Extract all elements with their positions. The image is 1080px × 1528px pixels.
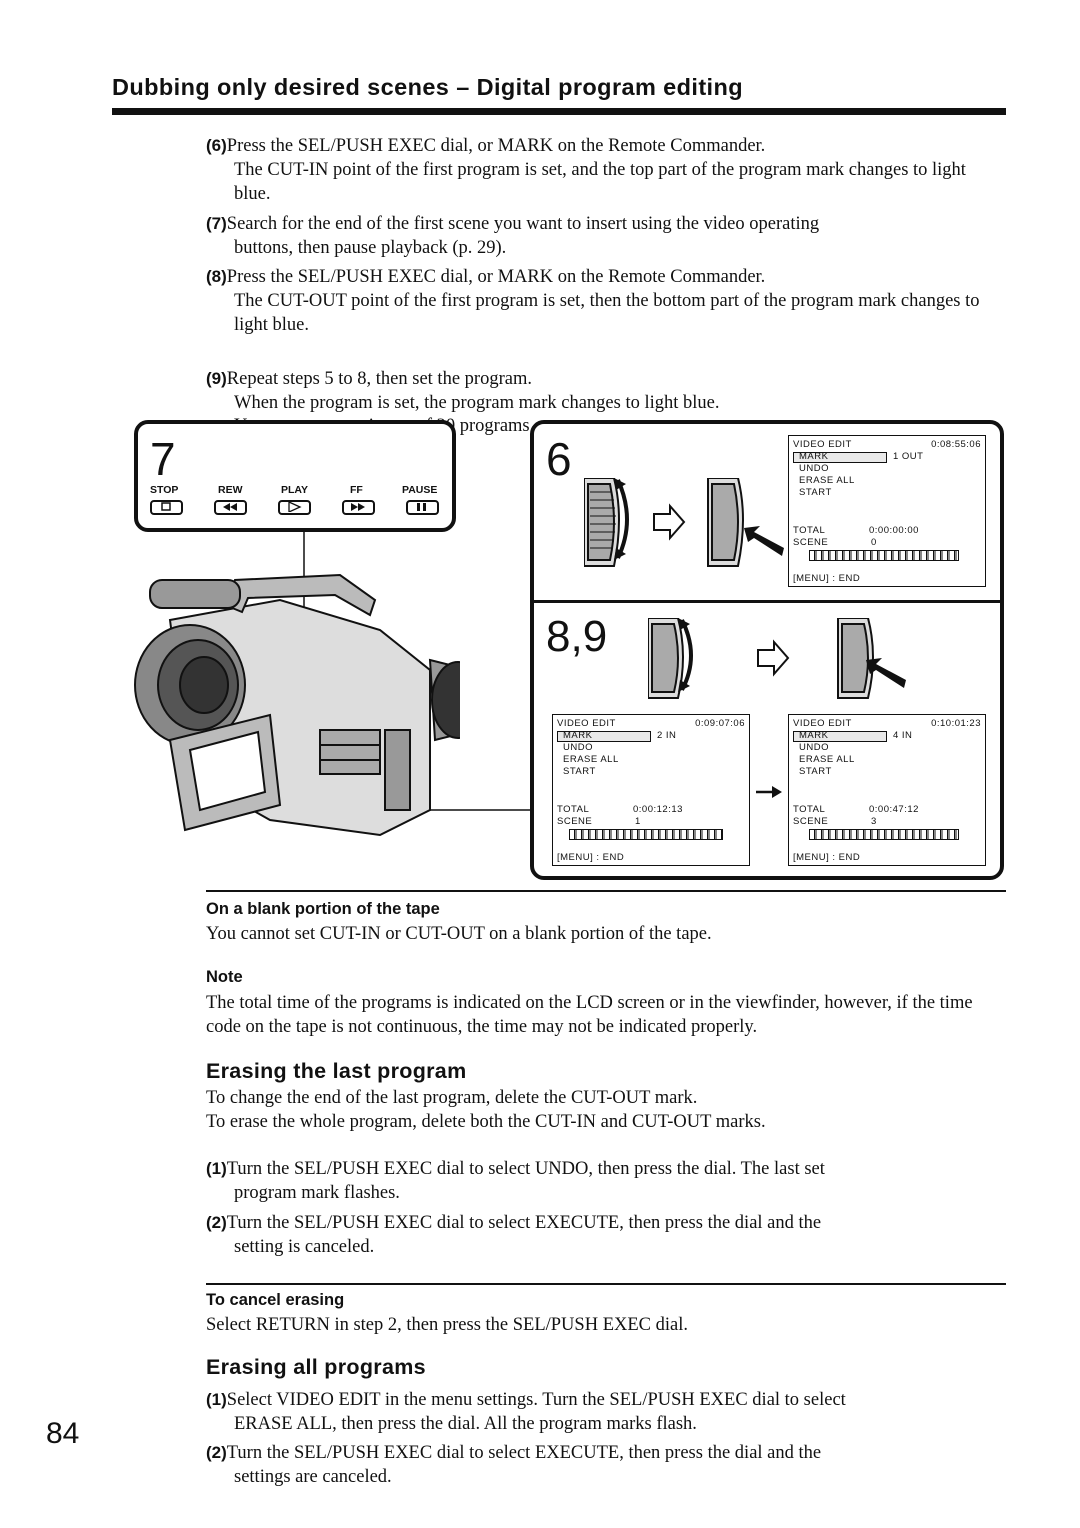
note-text: The total time of the programs is indicated on the LCD screen or in the viewfinder, however, if the time code on the tape is not continuous, the time may not be indicated properly. [206, 993, 973, 1037]
osd-footer: [MENU] : END [793, 573, 861, 584]
figure-label-8-9: 8,9 [546, 612, 608, 661]
sequence-arrow-icon [756, 784, 782, 800]
play-label: PLAY [281, 484, 309, 496]
osd-mark: MARK [563, 730, 593, 741]
step-continuation: settings are canceled. [234, 1466, 392, 1487]
osd-scene-label: SCENE [793, 816, 829, 827]
pause-label: PAUSE [402, 484, 438, 496]
step-text: Turn the SEL/PUSH EXEC dial to select UNDO, then press the dial. The last set [226, 1159, 825, 1179]
erase-last-step-2 [206, 1211, 1006, 1260]
step-text: Turn the SEL/PUSH EXEC dial to select EXECUTE, then press the dial and the [226, 1443, 822, 1463]
osd-mark: MARK [799, 451, 829, 462]
osd-mark-value: 1 OUT [893, 451, 924, 462]
rew-label: REW [218, 484, 243, 496]
erase-all-step-2 [206, 1441, 1006, 1490]
osd-screen-step6 [788, 435, 986, 587]
cancel-text: Select RETURN in step 2, then press the SEL/PUSH EXEC dial. [206, 1315, 688, 1335]
osd-title: VIDEO EDIT [793, 439, 852, 450]
step-number: (6) [206, 136, 227, 155]
osd-total-label: TOTAL [793, 804, 826, 815]
step-number: (8) [206, 267, 227, 286]
osd-undo: UNDO [563, 742, 593, 753]
step-continuation: buttons, then pause playback (p. 29). [234, 237, 507, 258]
osd-undo: UNDO [799, 463, 829, 474]
step-continuation: ERASE ALL, then press the dial. All the program marks flash. [234, 1413, 697, 1434]
osd-total-label: TOTAL [793, 525, 826, 536]
step-text: Repeat steps 5 to 8, then set the program. [226, 368, 532, 389]
osd-total-value: 0:00:12:13 [633, 804, 683, 815]
panel-divider [534, 600, 1000, 603]
step-text: Select VIDEO EDIT in the menu settings. Turn the SEL/PUSH EXEC dial to select [226, 1390, 846, 1410]
osd-mark: MARK [799, 730, 829, 741]
page-title: Dubbing only desired scenes – Digital program editing [112, 74, 743, 100]
osd-scene-value: 1 [635, 816, 641, 827]
osd-start: START [799, 487, 832, 498]
step-continuation: program mark flashes. [234, 1182, 400, 1203]
step-continuation: When the program is set, the program mark changes to light blue. programs. [234, 392, 720, 437]
osd-total-value: 0:00:00:00 [869, 525, 919, 536]
ff-label: FF [350, 484, 363, 496]
blank-tape-heading: On a blank portion of the tape [206, 900, 440, 918]
erase-last-intro-2: To erase the whole program, delete both the CUT-IN and CUT-OUT marks. [206, 1112, 766, 1132]
osd-mark-value: 2 IN [657, 730, 677, 741]
osd-screen-step9 [788, 714, 986, 866]
step-number: (2) [206, 1213, 227, 1232]
erase-last-heading: Erasing the last program [206, 1059, 467, 1083]
erase-all-heading: Erasing all programs [206, 1355, 426, 1379]
erase-all-step-1 [206, 1388, 1006, 1437]
osd-footer: [MENU] : END [793, 852, 861, 863]
osd-scene-value: 0 [871, 537, 877, 548]
stop-label: STOP [150, 484, 179, 496]
dial-rotate-illustration [584, 478, 784, 578]
osd-footer: [MENU] : END [557, 852, 625, 863]
osd-total-label: TOTAL [557, 804, 590, 815]
step-text: Search for the end of the first scene you want to insert using the video operating [226, 214, 820, 234]
step-continuation: The CUT-OUT point of the first program is set, then the bottom part of the program mark changes to light blue. [234, 290, 980, 335]
osd-program-marks [809, 550, 959, 561]
osd-erase-all: ERASE ALL [563, 754, 619, 765]
note-heading: Note [206, 968, 243, 986]
osd-total-value: 0:00:47:12 [869, 804, 919, 815]
step-number: (7) [206, 214, 227, 233]
osd-program-marks [809, 829, 959, 840]
erase-last-step-1 [206, 1157, 1006, 1206]
osd-timecode: 0:09:07:06 [695, 718, 745, 729]
figure-label-6: 6 [546, 433, 572, 485]
osd-start: START [799, 766, 832, 777]
osd-start: START [563, 766, 596, 777]
section-rule [206, 1283, 1006, 1285]
osd-scene-label: SCENE [557, 816, 593, 827]
figure-label-7: 7 [150, 433, 176, 485]
step-text: Press the SEL/PUSH EXEC dial, or MARK on the Remote Commander. [226, 267, 766, 287]
step-number: (2) [206, 1443, 227, 1462]
osd-program-marks [569, 829, 723, 840]
step-text: Press the SEL/PUSH EXEC dial, or MARK on the Remote Commander. [226, 136, 766, 156]
dial-rotate-illustration-2 [648, 618, 908, 708]
osd-erase-all: ERASE ALL [799, 754, 855, 765]
osd-title: VIDEO EDIT [793, 718, 852, 729]
osd-erase-all: ERASE ALL [799, 475, 855, 486]
blank-tape-text: You cannot set CUT-IN or CUT-OUT on a blank portion of the tape. [206, 924, 712, 944]
step-continuation: The CUT-IN point of the first program is set, and the top part of the program mark changes to light blue. [234, 159, 966, 204]
section-rule [206, 890, 1006, 892]
osd-screen-step8 [552, 714, 750, 866]
osd-scene-label: SCENE [793, 537, 829, 548]
step-number: (1) [206, 1390, 227, 1409]
step-text: Turn the SEL/PUSH EXEC dial to select EXECUTE, then press the dial and the [226, 1213, 822, 1233]
page-number: 84 [46, 1417, 80, 1450]
osd-timecode: 0:10:01:23 [931, 718, 981, 729]
step-continuation: setting is canceled. [234, 1236, 375, 1257]
cancel-heading: To cancel erasing [206, 1291, 345, 1309]
step-number: (9) [206, 368, 227, 388]
camcorder-illustration [130, 560, 460, 850]
step-number: (1) [206, 1159, 227, 1178]
osd-undo: UNDO [799, 742, 829, 753]
osd-timecode: 0:08:55:06 [931, 439, 981, 450]
osd-mark-value: 4 IN [893, 730, 913, 741]
osd-scene-value: 3 [871, 816, 877, 827]
osd-title: VIDEO EDIT [557, 718, 616, 729]
erase-last-intro-1: To change the end of the last program, delete the CUT-OUT mark. [206, 1088, 698, 1108]
